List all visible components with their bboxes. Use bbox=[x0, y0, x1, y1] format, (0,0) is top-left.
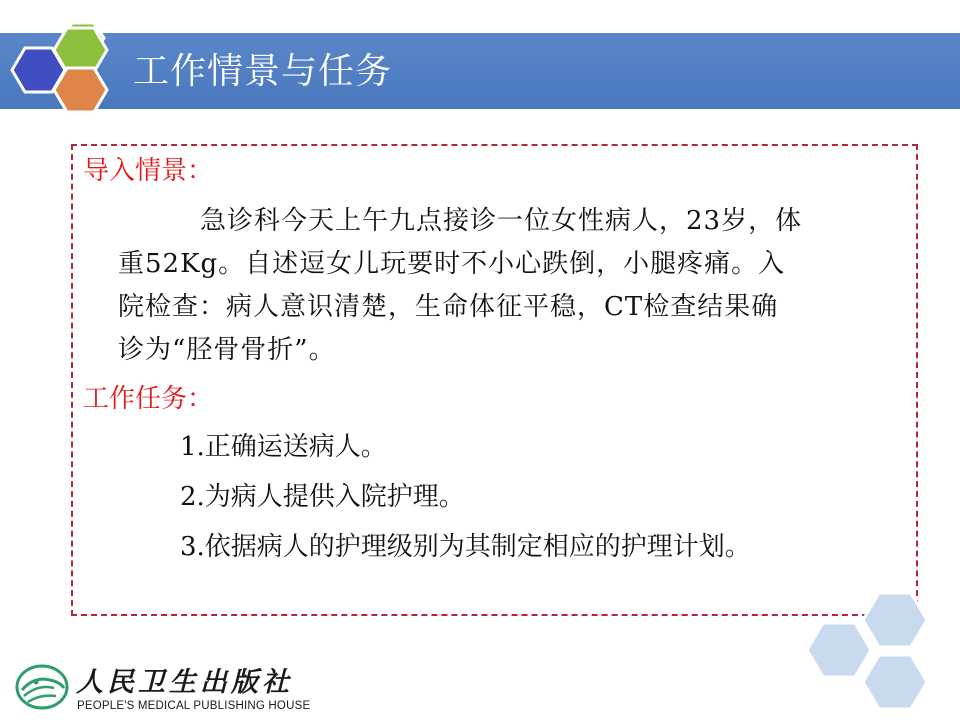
scenario-line-4: 诊为“胫骨骨折”。 bbox=[118, 335, 336, 365]
task-item-2: 2.为病人提供入院护理。 bbox=[180, 482, 465, 512]
task-item-3: 3.依据病人的护理级别为其制定相应的护理计划。 bbox=[180, 532, 751, 562]
decorative-hexagons-icon bbox=[805, 588, 960, 720]
scenario-line-3: 院检查：病人意识清楚，生命体征平稳，CT检查结果确 bbox=[118, 292, 779, 322]
scenario-line-2: 重52Kg。自述逗女儿玩要时不小心跌倒，小腿疼痛。入 bbox=[118, 249, 786, 279]
orange-hexagon bbox=[54, 68, 107, 112]
page-title: 工作情景与任务 bbox=[133, 51, 393, 92]
task-item-1: 1.正确运送病人。 bbox=[180, 432, 387, 462]
publisher-name-english: PEOPLE'S MEDICAL PUBLISHING HOUSE bbox=[77, 700, 311, 712]
deco-hexagon-top bbox=[863, 593, 927, 647]
tasks-heading: 工作任务： bbox=[83, 384, 214, 414]
publisher-name-chinese: 人民卫生出版社 bbox=[76, 667, 293, 698]
deco-hexagon-bottom bbox=[863, 655, 927, 709]
hexagon-cluster-icon bbox=[10, 20, 120, 120]
scenario-line-1: 急诊科今天上午九点接诊一位女性病人，23岁，体 bbox=[200, 206, 803, 236]
deco-hexagon-left bbox=[807, 623, 871, 677]
publisher-seal-icon bbox=[14, 662, 70, 712]
scenario-heading: 导入情景： bbox=[83, 156, 214, 186]
